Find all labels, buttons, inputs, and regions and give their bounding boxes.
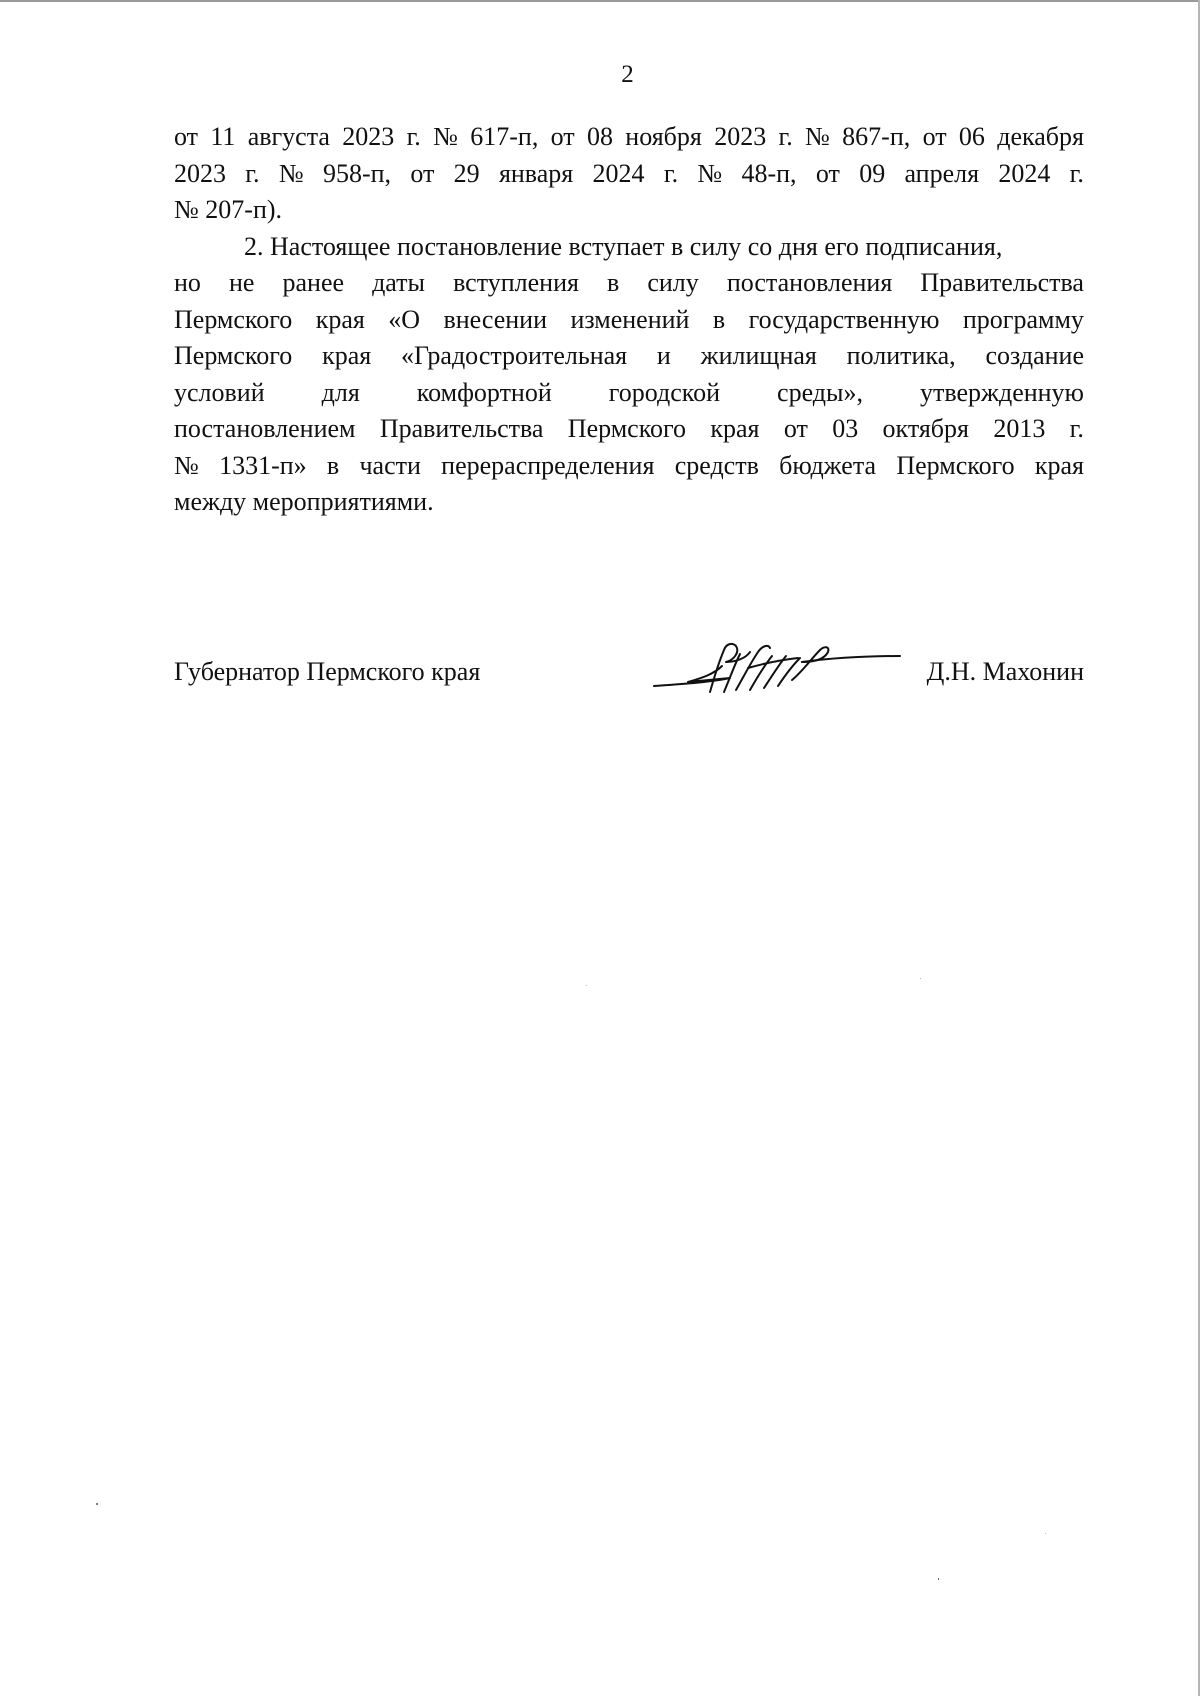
word: 1331-п» — [219, 450, 307, 480]
word: не — [228, 268, 255, 297]
word: г. — [1069, 158, 1084, 188]
word: Пермского — [567, 414, 687, 443]
word: вступления — [453, 268, 579, 297]
word: 06 — [958, 122, 985, 151]
word: 09 — [859, 158, 886, 188]
word: № — [433, 122, 458, 151]
word: в — [712, 304, 726, 334]
word: даты — [372, 268, 426, 297]
paragraph-2-line-1: 2. Настоящее постановление вступает в силу со дня его подписания, — [244, 231, 1003, 261]
word: г. — [406, 122, 421, 151]
word: Пермского — [174, 341, 293, 370]
word: от — [410, 158, 435, 188]
word: 617-п, — [470, 122, 539, 151]
word: «О — [388, 304, 421, 334]
word: 2024 — [998, 158, 1051, 188]
word: части — [359, 450, 421, 480]
word: создание — [985, 341, 1084, 370]
handwritten-signature — [652, 628, 902, 708]
word: 2013 — [993, 414, 1046, 443]
word: № — [805, 122, 830, 151]
word: г. — [245, 158, 260, 188]
paragraph-1-line-1 — [174, 119, 1084, 156]
word: г. — [778, 122, 793, 151]
word: для — [321, 377, 360, 407]
paragraph-2-line-8: между мероприятиями. — [174, 487, 434, 516]
word: от — [922, 122, 947, 151]
word: государственную — [748, 304, 940, 334]
paragraph-2-line-5 — [174, 375, 1084, 412]
word: г. — [1069, 414, 1084, 443]
word: № — [174, 450, 199, 480]
scan-speck — [96, 1503, 98, 1505]
word: в — [326, 450, 340, 480]
paragraph-2-line-6 — [174, 411, 1084, 448]
scan-speck — [938, 1578, 939, 1580]
word: силу — [647, 268, 699, 297]
paragraph-1-line-2 — [174, 156, 1084, 193]
word: 11 — [210, 122, 236, 151]
word: городской — [608, 377, 721, 407]
scan-edge-top — [0, 0, 1200, 2]
word: перераспределения — [441, 450, 655, 480]
word: 867-п, — [842, 122, 911, 151]
word: края — [322, 341, 372, 370]
paragraph-2-line-4 — [174, 338, 1084, 375]
word: 29 — [453, 158, 480, 188]
word: края — [710, 414, 760, 443]
word: изменений — [570, 304, 690, 334]
word: № — [278, 158, 304, 188]
word: и — [656, 341, 671, 370]
word: «Градостроительная — [401, 341, 628, 370]
signer-name: Д.Н. Махонин — [926, 657, 1084, 686]
scan-speck — [586, 985, 587, 986]
word: программу — [962, 304, 1084, 334]
word: условий — [174, 377, 265, 407]
word: от — [783, 414, 808, 443]
word: г. — [663, 158, 679, 188]
word: края — [315, 304, 365, 334]
paragraph-2-line-7 — [174, 448, 1084, 485]
paragraph-1-line-3: № 207-п). — [174, 195, 283, 224]
word: Пермского — [174, 304, 293, 334]
word: 2023 — [714, 122, 767, 151]
word: политика, — [846, 341, 956, 370]
document-body — [174, 119, 1084, 521]
paragraph-2-line-2 — [174, 265, 1084, 302]
word: апреля — [904, 158, 980, 188]
scan-speck — [1045, 1533, 1046, 1534]
word: жилищная — [700, 341, 817, 370]
word: 958-п, — [322, 158, 392, 188]
signature-block — [174, 650, 1084, 694]
word: средств — [674, 450, 759, 480]
word: 2024 — [592, 158, 645, 188]
word: внесении — [443, 304, 548, 334]
word: постановления — [726, 268, 893, 297]
word: бюджета — [779, 450, 877, 480]
word: края — [1034, 450, 1084, 480]
word: 2023 — [174, 158, 226, 188]
word: 08 — [586, 122, 613, 151]
word: декабря — [997, 122, 1084, 151]
word: среды», — [777, 377, 863, 407]
word: в — [607, 268, 620, 297]
word: комфортной — [416, 377, 552, 407]
word: № — [697, 158, 723, 188]
word: утвержденную — [919, 377, 1084, 407]
word: но — [174, 268, 201, 297]
word: постановлением — [174, 414, 356, 443]
scan-speck — [920, 978, 921, 979]
word: ранее — [282, 268, 345, 297]
word: Правительства — [379, 414, 544, 443]
word: 03 — [832, 414, 859, 443]
word: января — [498, 158, 574, 188]
word: от — [550, 122, 575, 151]
word: от — [815, 158, 840, 188]
word: от — [174, 122, 199, 151]
word: августа — [247, 122, 330, 151]
word: 2023 — [342, 122, 395, 151]
word: октября — [882, 414, 969, 443]
word: Пермского — [896, 450, 1015, 480]
signer-position: Губернатор Пермского края — [174, 657, 481, 686]
word: 48-п, — [741, 158, 797, 188]
page-number: 2 — [621, 61, 634, 88]
word: ноября — [625, 122, 702, 151]
paragraph-2-line-3 — [174, 302, 1084, 339]
word: Правительства — [920, 268, 1084, 297]
